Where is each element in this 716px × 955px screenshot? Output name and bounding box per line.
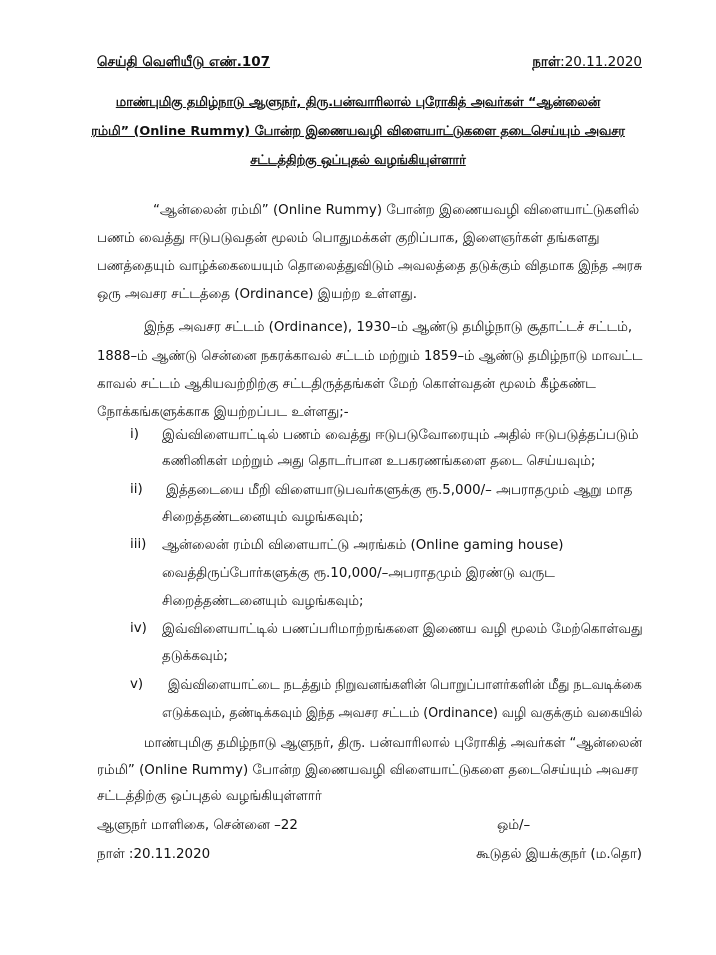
item-iii-line-3: சிறைத்தண்டனையும் வழங்கவும்; [162, 594, 364, 609]
title-line-1: மாண்புமிகு தமிழ்நாடு ஆளுநர், திரு.பன்வாரிலால் புரோகித் அவர்கள் “ஆன்லைன் [115, 95, 601, 110]
footer-date: நாள் :20.11.2020 [97, 847, 211, 862]
item-iv-number: iv) [130, 621, 147, 636]
item-v-number: v) [130, 677, 144, 692]
date-label: நாள் [532, 54, 561, 70]
para1-line-4: ஒரு அவசர சட்டத்தை (Ordinance) இயற்ற உள்ளது. [97, 287, 417, 302]
item-ii-line-1: இத்தடையை மீறி விளையாடுபவர்களுக்கு ரூ.5,000/– அபராதமும் ஆறு மாத [166, 483, 633, 498]
release-date [532, 54, 642, 72]
release-number: செய்தி வெளியீடு எண்.107 [97, 54, 271, 70]
issuing-office: ஆளுநர் மாளிகை, சென்னை –22 [97, 818, 298, 833]
item-v-line-2: எடுக்கவும், தண்டிக்கவும் இந்த அவசர சட்டம் (Ordinance) வழி வகுக்கும் வகையில் [162, 706, 643, 721]
para2-line-2: 1888–ம் ஆண்டு சென்னை நகரக்காவல் சட்டம் மற்றும் 1859–ம் ஆண்டு தமிழ்நாடு மாவட்ட [97, 349, 643, 364]
closing-line-1: மாண்புமிகு தமிழ்நாடு ஆளுநர், திரு. பன்வாரிலால் புரோகித் அவர்கள் “ஆன்லைன் [144, 736, 643, 751]
para2-line-1: இந்த அவசர சட்டம் (Ordinance), 1930–ம் ஆண்டு தமிழ்நாடு சூதாட்டச் சட்டம், [144, 320, 633, 335]
para2-line-3: காவல் சட்டம் ஆகியவற்றிற்கு சட்டதிருத்தங்கள் மேற் கொள்வதன் மூலம் கீழ்கண்ட [97, 377, 596, 392]
item-ii-number: ii) [130, 482, 143, 497]
closing-line-2: ரம்மி” (Online Rummy) போன்ற இணையவழி விளையாட்டுகளை தடைசெய்யும் அவசர [97, 763, 639, 778]
item-iv-line-2: தடுக்கவும்; [162, 649, 228, 664]
signature-mark: ஒம்/– [497, 818, 531, 833]
item-iii-number: iii) [130, 537, 147, 552]
item-iii-line-2: வைத்திருப்போர்களுக்கு ரூ.10,000/–அபராதமும் இரண்டு வருட [162, 566, 555, 581]
issuer-designation: கூடுதல் இயக்குநர் (ம.தொ) [476, 847, 642, 862]
closing-line-3: சட்டத்திற்கு ஒப்புதல் வழங்கியுள்ளார் [97, 789, 322, 804]
item-i-number: i) [130, 427, 139, 442]
item-iii-line-1: ஆன்லைன் ரம்மி விளையாட்டு அரங்கம் (Online gaming house) [162, 538, 564, 553]
item-ii-line-2: சிறைத்தண்டனையும் வழங்கவும்; [162, 510, 364, 525]
item-v-line-1: இவ்விளையாட்டை நடத்தும் நிறுவனங்களின் பொறுப்பாளர்களின் மீது நடவடிக்கை [168, 678, 642, 693]
para1-line-3: பணத்தையும் வாழ்க்கையையும் தொலைத்துவிடும் அவலத்தை தடுக்கும் விதமாக இந்த அரசு [97, 259, 643, 274]
date-value: :20.11.2020 [560, 54, 642, 70]
item-i-line-2: கணினிகள் மற்றும் அது தொடர்பான உபகரணங்களை தடை செய்யவும்; [162, 454, 596, 469]
para2-line-4: நோக்கங்களுக்காக இயற்றப்பட உள்ளது;- [97, 405, 349, 420]
title-line-2: ரம்மி” (Online Rummy) போன்ற இணையவழி விளையாட்டுகளை தடைசெய்யும் அவசர [91, 124, 625, 139]
item-iv-line-1: இவ்விளையாட்டில் பணப்பரிமாற்றங்களை இணைய வழி மூலம் மேற்கொள்வது [162, 622, 643, 637]
title-line-3: சட்டத்திற்கு ஒப்புதல் வழங்கியுள்ளார் [250, 153, 466, 168]
para1-line-1: “ஆன்லைன் ரம்மி” (Online Rummy) போன்ற இணையவழி விளையாட்டுகளில் [153, 203, 640, 218]
para1-line-2: பணம் வைத்து ஈடுபடுவதன் மூலம் பொதுமக்கள் குறிப்பாக, இளைஞர்கள் தங்களது [97, 231, 600, 246]
item-i-line-1: இவ்விளையாட்டில் பணம் வைத்து ஈடுபடுவோரையும் அதில் ஈடுபடுத்தப்படும் [162, 428, 639, 443]
